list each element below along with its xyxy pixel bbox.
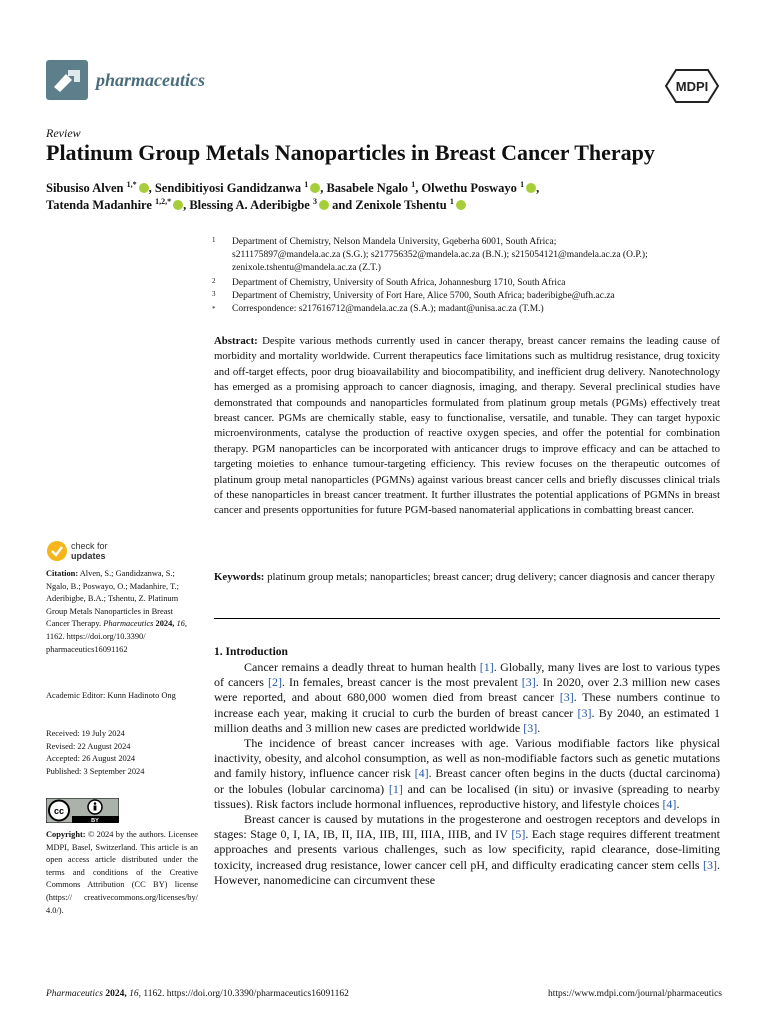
svg-text:BY: BY [91,818,99,823]
section-heading-introduction: 1. Introduction [214,646,288,658]
check-for-updates-button[interactable]: check for updates [46,540,126,564]
svg-text:cc: cc [53,806,65,816]
orcid-icon[interactable] [319,200,329,210]
footer-citation: Pharmaceutics 2024, 16, 1162. https://doi.org/10.3390/pharmaceutics16091162 [46,989,349,999]
footer-journal-url[interactable]: https://www.mdpi.com/journal/pharmaceutics [547,989,722,999]
affiliation-2: 2 Department of Chemistry, University of South Africa, Johannesburg 1710, South Africa [212,277,566,288]
journal-name: pharmaceutics [96,70,206,90]
orcid-icon[interactable] [139,183,149,193]
affiliation-1: 1 Department of Chemistry, Nelson Mandela University, Gqeberha 6001, South Africa; s211175897@mandela.ac.za (S.G.); s217756352@mandela.ac.za (B.N.); s215054121@mandela.ac.za (O.P.); zenixole.tshentu@mandela.ac.za (Z.T.) [212,236,648,273]
reference-link[interactable]: [3] [577,705,592,720]
reference-link[interactable]: [5] [511,827,526,842]
author[interactable]: Sibusiso Alven [46,181,124,196]
article-title: Platinum Group Metals Nanoparticles in Breast Cancer Therapy [46,140,655,165]
reference-link[interactable]: [2] [267,675,282,690]
divider [214,618,720,619]
author[interactable]: Basabele Ngalo [326,181,409,196]
author[interactable]: Olwethu Poswayo [421,181,517,196]
orcid-icon[interactable] [310,183,320,193]
reference-link[interactable]: [3] [703,857,717,872]
reference-link[interactable]: [1] [388,781,403,796]
reference-link[interactable]: [4] [662,796,677,811]
reference-link[interactable]: [1] [479,660,494,674]
paragraph: Breast cancer is caused by mutations in the progesterone and oestrogen receptors and develops in stages: Stage 0, I, IA, IB, II, IIA, IIB, III, IIIA, IIIB, and IV [5]. Each stage requires different treatment approaches and presents various challenges, such as low specificity, rapid clearance, dose-limiting toxicity, increased drug resistance, lower cancer cell pH, and difficulty eradicating cancer stem cells [3]. However, nanomedicine can circumvent these [214,812,720,887]
authors-line-1: Sibusiso Alven $^{1,*}$ , Sendibitiyosi Gandidzanwa $^1$ , Basabele Ngalo $^1$, Olwethu Poswayo $^1$ , [46,180,540,196]
keywords-label: Keywords: [214,571,265,583]
correspondence: * Correspondence: s217616712@mandela.ac.za (S.A.); madant@unisa.ac.za (T.M.) [212,304,544,314]
journal-logo-icon [46,60,88,100]
author[interactable]: Zenixole Tshentu [355,198,447,213]
article-type: Review [46,126,81,140]
authors-line-2: Tatenda Madanhire $^{1,2,*}$ , Blessing A. Aderibigbe $^3$ and Zenixole Tshentu $^1$ [46,197,466,213]
academic-editor: Academic Editor: Kunn Hadinoto Ong [46,691,176,700]
author[interactable]: Tatenda Madanhire [46,198,152,213]
orcid-icon[interactable] [456,200,466,210]
author[interactable]: Sendibitiyosi Gandidzanwa [154,181,302,196]
history-dates: Received: 19 July 2024 Revised: 22 August 2024 Accepted: 26 August 2024 Published: 3 September 2024 [46,729,145,776]
abstract [214,334,720,519]
orcid-icon[interactable] [526,183,536,193]
mdpi-logo-text: MDPI [675,79,709,94]
cc-by-license-icon[interactable] [46,798,119,823]
abstract-label: Abstract: [214,335,258,347]
paragraph: Cancer remains a deadly threat to human health [1]. Globally, many lives are lost to various types of cancers [2]. In females, breast cancer is the most prevalent [3]. In 2020, over 2.3 million new cases were reported, and about 680,000 women died from breast cancer [3]. These numbers continue to increase each year, making it crucial to curb the burden of breast cancer [3]. By 2040, an estimated 1 million deaths and 3 million new cases are predicted worldwide [3]. [214,660,721,735]
reference-link[interactable]: [3] [559,690,574,705]
abstract-text: Despite various methods currently used in cancer therapy, breast cancer remains the leading cause of morbidity and mortality worldwide. Current therapeutics face limitations such as multidrug resistance, drug toxicity and off-target effects, poor drug bioavailability and biocompatibility, and inefficient drug delivery. Nanotechnology has emerged as a promising approach to cancer diagnosis, imaging, and therapy. Several preclinical studies have demonstrated that compounds and nanoparticles formulated from platinum group metals (PGMs) effectively treat breast cancer. PGMs are chemically stable, easy to functionalise, versatile, and tunable. They can target hypoxic microenvironments, catalyse the production of reactive oxygen species, and offer the potential for combination therapy. PGM nanoparticles can be incorporated with anticancer drugs to improve efficacy and can be attached to targeting moieties to enhance tumour-targeting efficiency. This review focuses on the therapeutic outcomes of platinum group metal nanoparticles (PGMNs) against various breast cancer cells and briefly discusses clinical trials of these nanoparticles in breast cancer treatment. It further illustrates the potential applications of PGMNs in breast cancer and presents opportunities for future PGM-based nanomaterial applications in combatting breast cancer. [214,335,720,517]
affiliation-3: 3 Department of Chemistry, University of Fort Hare, Alice 5700, South Africa; baderibigbe@ufh.ac.za [212,290,615,301]
keywords [214,570,720,585]
check-updates-icon [46,540,68,562]
keywords-text: platinum group metals; nanoparticles; breast cancer; drug delivery; cancer diagnosis and cancer therapy [267,571,715,583]
copyright: Copyright: © 2024 by the authors. Licensee MDPI, Basel, Switzerland. This article is an open access article distributed under the terms and conditions of the Creative Commons Attribution (CC BY) license (https:// creativecommons.org/licenses/by/ 4.0/). [46,830,198,915]
citation: Citation: Alven, S.; Gandidzanwa, S.; Ngalo, B.; Poswayo, O.; Madanhire, T.; Aderibigbe, B.A.; Tshentu, Z. Platinum Group Metals Nanoparticles in Breast Cancer Therapy. Pharmaceutics 2024, 16, 1162. https://doi.org/10.3390/ pharmaceutics16091162 [46,569,187,654]
reference-link[interactable]: [4] [414,766,429,781]
orcid-icon[interactable] [173,200,183,210]
footer-doi-link[interactable]: 1162. https://doi.org/10.3390/pharmaceutics16091162 [143,989,349,999]
doi-link[interactable]: 1162. https://doi.org/10.3390/ pharmaceutics16091162 [46,631,146,654]
reference-link[interactable]: [3] [521,675,536,690]
reference-link[interactable]: [3] [523,720,538,735]
paragraph: The incidence of breast cancer increases with age. Various modifiable factors like physical inactivity, obesity, and alcohol consumption, as well as non-modifiable factors such as genetic mutations and family history, influence cancer risk [4]. Breast cancer often begins in the ducts (ductal carcinoma) or the lobules (lobular carcinoma) [1] and can be localised (in situ) or invasive (spreading to nearby tissues). Risk factors include hormonal influences, reproductive history, and lifestyle choices [4]. [214,736,720,811]
author[interactable]: Blessing A. Aderibigbe [189,198,310,213]
mdpi-logo-icon[interactable] [664,68,720,104]
introduction-body [214,660,720,888]
